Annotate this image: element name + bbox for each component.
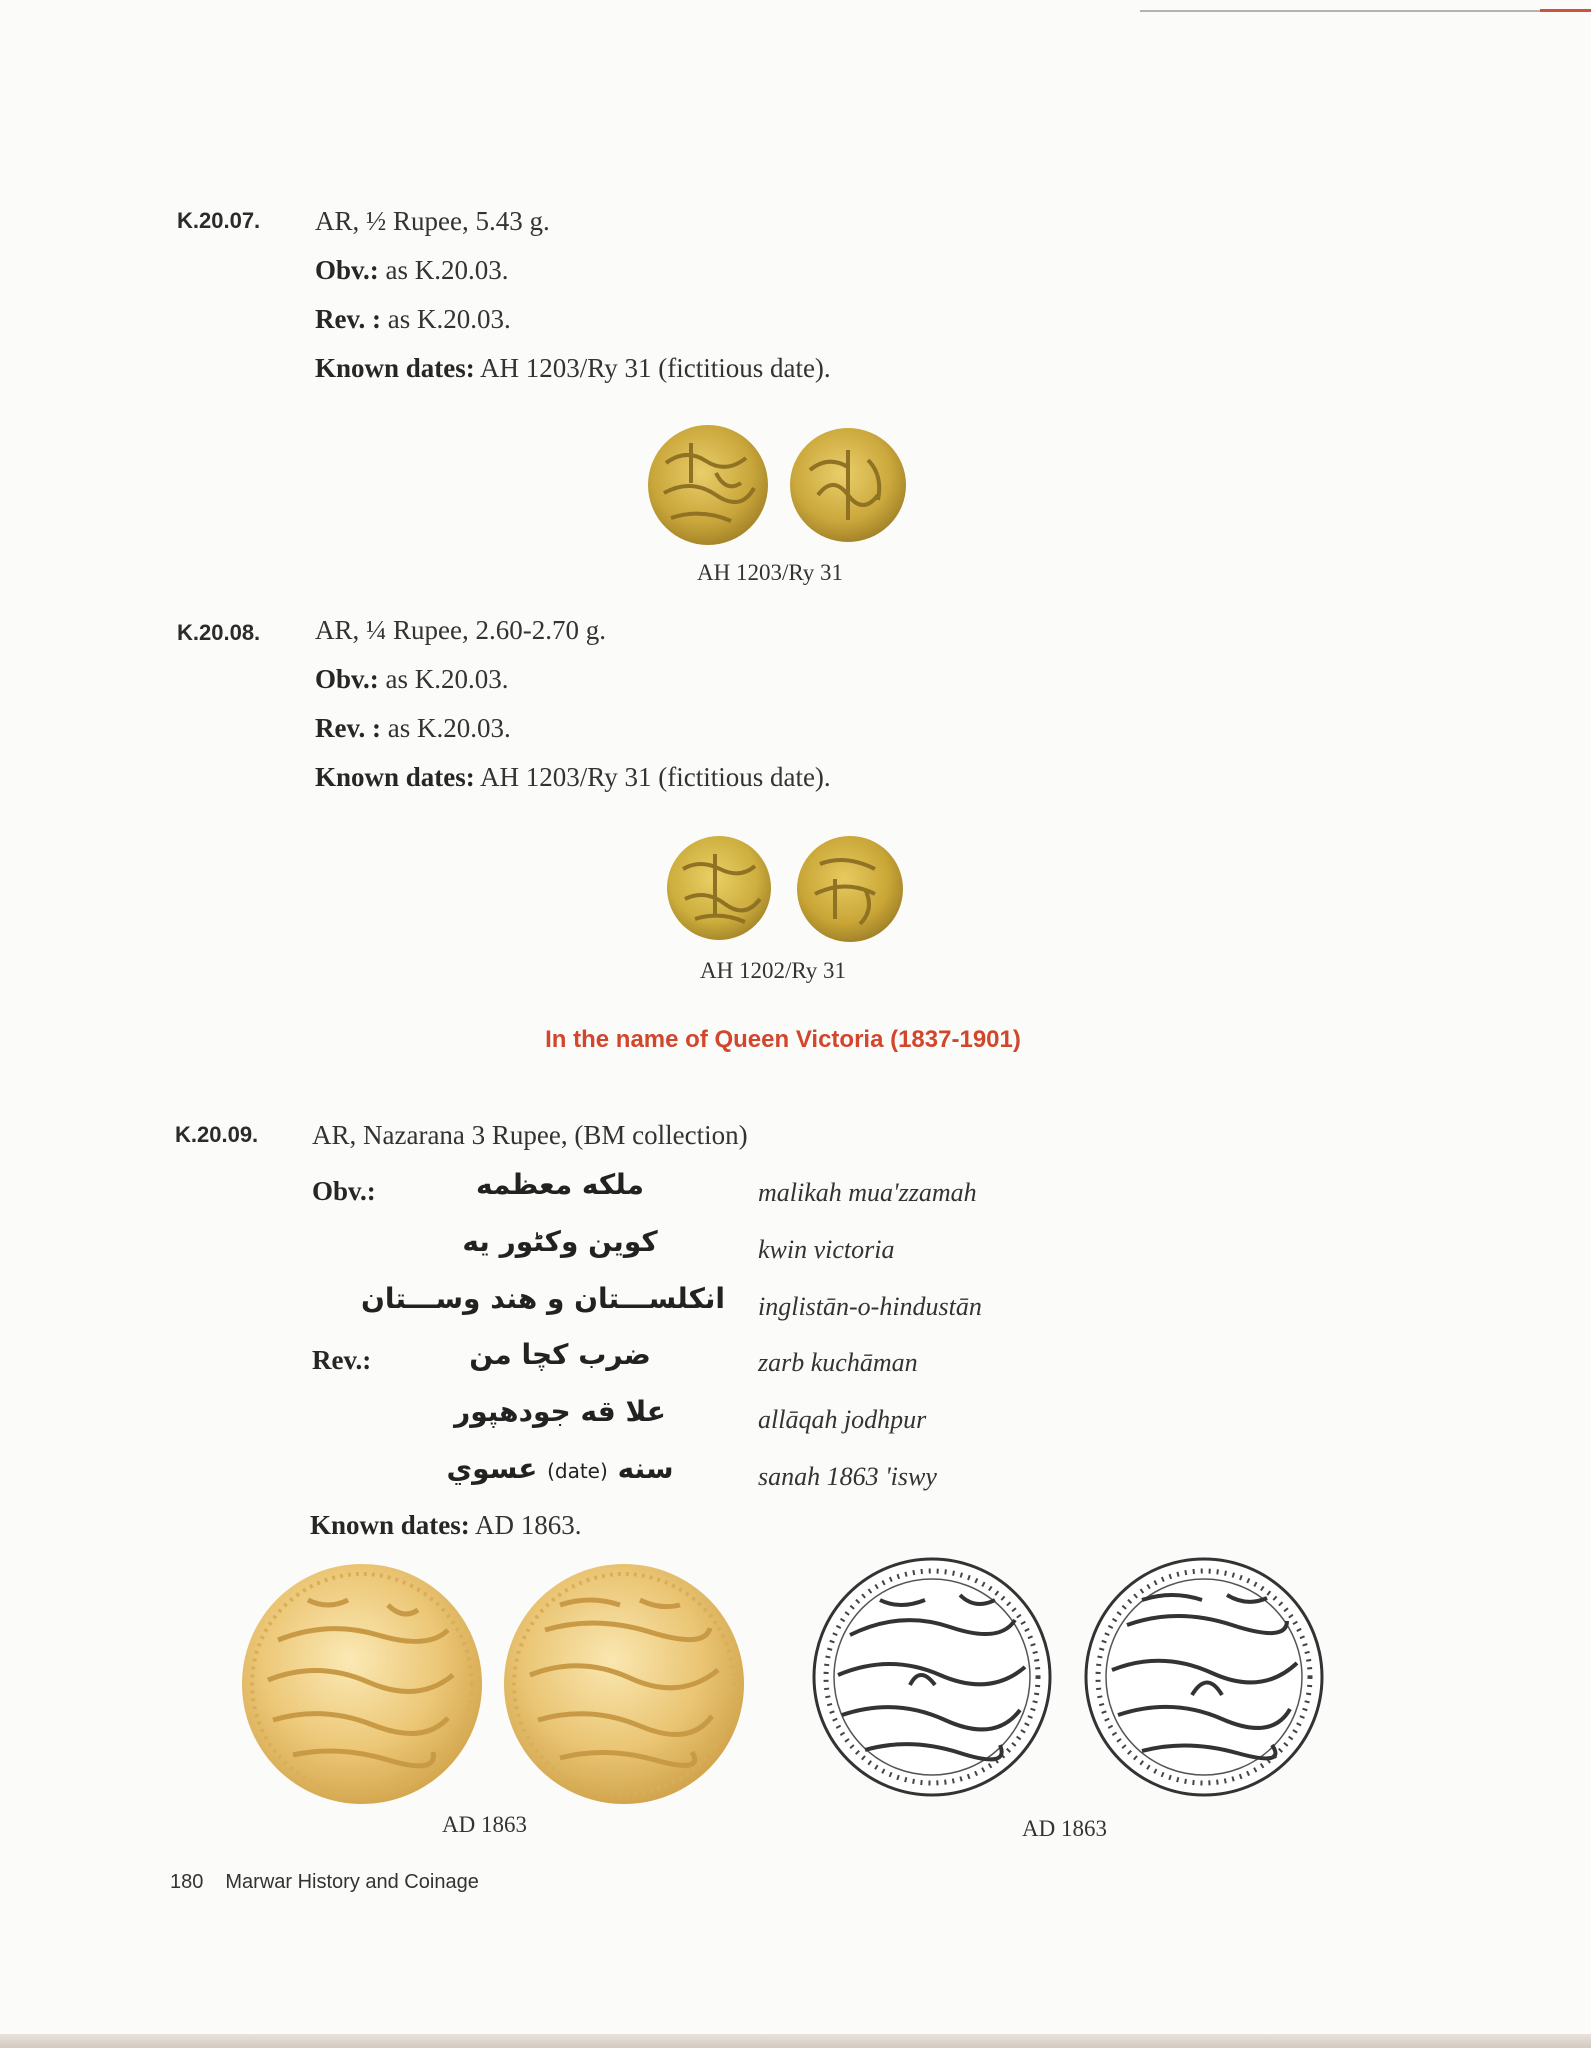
top-rule-accent — [1540, 9, 1591, 12]
reverse-text: as K.20.03. — [387, 713, 511, 743]
coin-description: AR, ¼ Rupee, 2.60-2.70 g. — [315, 615, 606, 645]
obverse-line — [315, 255, 509, 286]
obverse-text: as K.20.03. — [385, 664, 509, 694]
coin-photo-reverse — [788, 425, 908, 545]
coin-description: AR, Nazarana 3 Rupee, (BM collection) — [312, 1120, 748, 1150]
known-dates-text: AH 1203/Ry 31 (fictitious date). — [480, 353, 831, 383]
obverse-label: Obv.: — [315, 255, 379, 285]
obverse-text: as K.20.03. — [385, 255, 509, 285]
inscription-arabic: كوين وكٹور يه — [462, 1225, 658, 1258]
inscription-transliteration: inglistān-o-hindustān — [758, 1292, 982, 1321]
coin-photo-obverse — [238, 1560, 486, 1808]
inscription-arabic: انكلســـتان و هند وســـتان — [360, 1282, 725, 1315]
coin-photo-obverse — [665, 834, 773, 942]
catalog-number: K.20.09. — [175, 1122, 259, 1147]
coin-drawing-obverse — [810, 1555, 1055, 1800]
inscription-transliteration: malikah mua'zzamah — [758, 1178, 977, 1207]
coin-description: AR, ½ Rupee, 5.43 g. — [315, 206, 550, 236]
coin-caption: AH 1202/Ry 31 — [700, 958, 847, 983]
inscription-arabic: ملكه معظمه — [476, 1168, 644, 1201]
obverse-label: Obv.: — [312, 1176, 376, 1206]
known-dates-text: AD 1863. — [475, 1510, 582, 1540]
coin-photo-reverse — [795, 834, 905, 944]
known-dates-label: Known dates: — [315, 762, 475, 792]
inscription-transliteration: allāqah jodhpur — [758, 1405, 927, 1434]
coin-caption: AH 1203/Ry 31 — [697, 560, 844, 585]
reverse-text: as K.20.03. — [387, 304, 511, 334]
inscription-arabic: ضرب كچا من — [469, 1338, 651, 1371]
reverse-label: Rev. : — [315, 713, 381, 743]
top-rule — [1140, 10, 1591, 12]
coin-photo-obverse — [646, 423, 771, 548]
catalog-number: K.20.08. — [177, 620, 261, 645]
inscription-arabic-part: سنه — [617, 1452, 674, 1485]
obverse-line — [315, 664, 509, 695]
inscription-arabic-part: عسوي — [446, 1452, 538, 1485]
inscription-transliteration: kwin victoria — [758, 1235, 895, 1264]
reverse-label: Rev.: — [312, 1345, 372, 1375]
known-dates-line — [315, 353, 831, 384]
inscription-arabic: علا قه جودهپور — [454, 1395, 666, 1428]
known-dates-label: Known dates: — [310, 1510, 470, 1540]
known-dates-line — [315, 762, 831, 793]
catalog-number: K.20.07. — [177, 208, 261, 233]
obverse-label: Obv.: — [315, 664, 379, 694]
inscription-transliteration: sanah 1863 'iswy — [758, 1462, 937, 1491]
page-number: 180 — [170, 1871, 204, 1893]
known-dates-label: Known dates: — [315, 353, 475, 383]
page-bottom-edge — [0, 2034, 1591, 2048]
book-title: Marwar History and Coinage — [225, 1871, 479, 1893]
inscription-transliteration: zarb kuchāman — [758, 1348, 918, 1377]
known-dates-text: AH 1203/Ry 31 (fictitious date). — [480, 762, 831, 792]
coin-drawing-reverse — [1082, 1555, 1327, 1800]
coin-photo-caption: AD 1863 — [442, 1812, 527, 1837]
coin-photo-reverse — [500, 1560, 748, 1808]
reverse-label: Rev. : — [315, 304, 381, 334]
inscription-arabic-date — [395, 1452, 725, 1485]
date-placeholder: (date) — [547, 1459, 608, 1483]
reverse-line — [315, 713, 511, 744]
reverse-line — [315, 304, 511, 335]
coin-drawing-caption: AD 1863 — [1022, 1816, 1107, 1841]
section-heading: In the name of Queen Victoria (1837-1901) — [545, 1026, 1021, 1053]
page-footer — [170, 1871, 479, 1894]
known-dates-line — [310, 1510, 582, 1541]
